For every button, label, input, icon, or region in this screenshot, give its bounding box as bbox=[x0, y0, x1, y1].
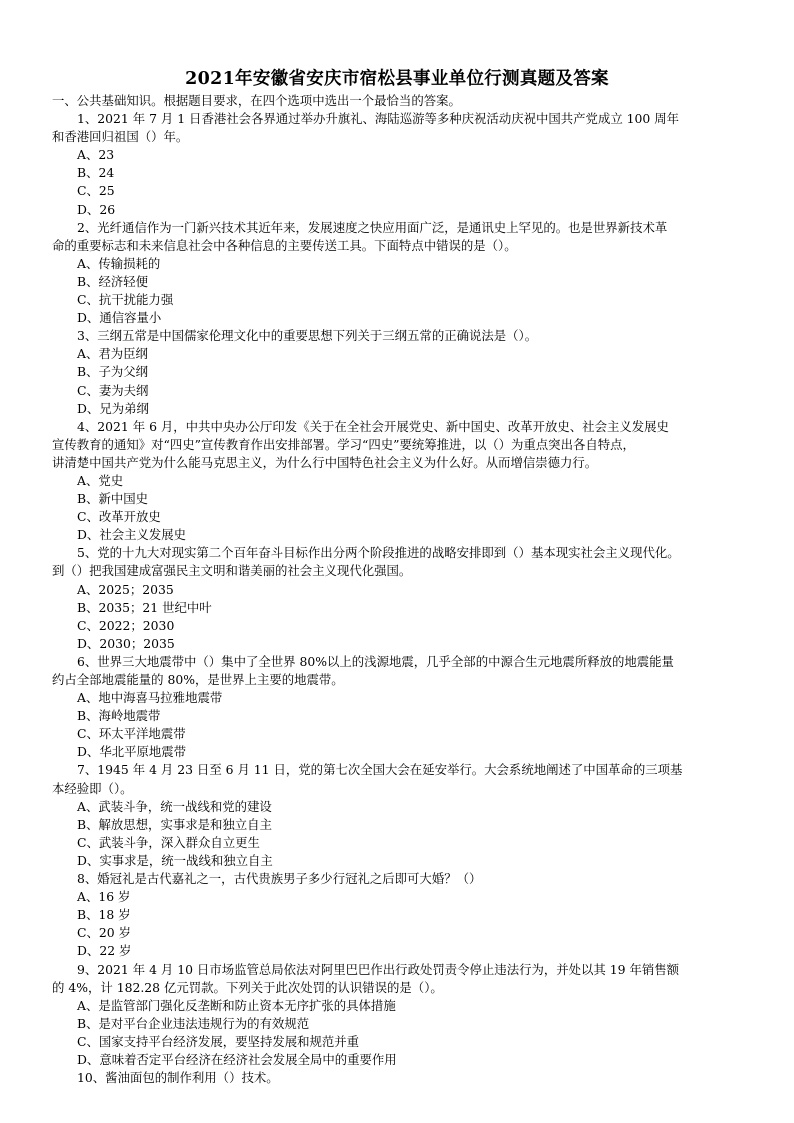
question-text: 8、婚冠礼是古代嘉礼之一，古代贵族男子多少行冠礼之后即可大婚？（） bbox=[77, 871, 482, 887]
answer-option: A、地中海喜马拉雅地震带 bbox=[77, 690, 223, 706]
question-text: 3、三纲五常是中国儒家伦理文化中的重要思想下列关于三纲五常的正确说法是（）。 bbox=[77, 328, 538, 344]
answer-option: A、武装斗争，统一战线和党的建设 bbox=[77, 798, 272, 814]
answer-option: A、君为臣纲 bbox=[77, 346, 148, 362]
answer-option: B、24 bbox=[77, 165, 115, 181]
answer-option: D、社会主义发展史 bbox=[77, 527, 187, 543]
question-text: 6、世界三大地震带中（）集中了全世界 80%以上的浅源地震，几乎全部的中源合生元地震所释放的地震能量 bbox=[77, 653, 674, 669]
answer-option: D、22 岁 bbox=[77, 943, 132, 959]
answer-option: D、通信容量小 bbox=[77, 310, 162, 326]
question-text-continued: 的 4%，计 182.28 亿元罚款。下列关于此次处罚的认识错误的是（）。 bbox=[52, 979, 443, 995]
answer-option: A、2025；2035 bbox=[77, 581, 174, 597]
answer-option: B、2035；21 世纪中叶 bbox=[77, 599, 212, 615]
question-text-continued: 约占全部地震能量的 80%，是世界上主要的地震带。 bbox=[52, 672, 344, 687]
answer-option: C、改革开放史 bbox=[77, 509, 161, 525]
question-text-continued: 到（）把我国建成富强民主文明和谐美丽的社会主义现代化强国。 bbox=[52, 563, 412, 579]
answer-option: C、抗干扰能力强 bbox=[77, 292, 174, 308]
answer-option: D、实事求是，统一战线和独立自主 bbox=[77, 852, 273, 868]
answer-option: B、解放思想，实事求是和独立自主 bbox=[77, 816, 272, 832]
answer-option: B、子为父纲 bbox=[77, 364, 149, 380]
question-text: 10、酱油面包的制作利用（）技术。 bbox=[77, 1070, 279, 1086]
question-text: 2、光纤通信作为一门新兴技术其近年来，发展速度之快应用面广泛，是通讯史上罕见的。也是世界新技术革 bbox=[77, 219, 668, 235]
answer-option: B、新中国史 bbox=[77, 491, 149, 507]
answer-option: D、26 bbox=[77, 201, 116, 217]
answer-option: C、武装斗争，深入群众自立更生 bbox=[77, 834, 260, 850]
question-text: 7、1945 年 4 月 23 日至 6 月 11 日，党的第七次全国大会在延安举行。大会系统地阐述了中国革命的三项基 bbox=[77, 762, 683, 778]
answer-option: A、传输损耗的 bbox=[77, 255, 161, 271]
document-title: 2021年安徽省安庆市宿松县事业单位行测真题及答案 bbox=[185, 69, 609, 89]
answer-option: A、党史 bbox=[77, 472, 124, 488]
question-text-continued: 和香港回归祖国（）年。 bbox=[52, 129, 189, 145]
answer-option: C、25 bbox=[77, 183, 115, 199]
question-text: 4、2021 年 6 月，中共中央办公厅印发《关于在全社会开展党史、新中国史、改革开放史、社会主义发展史 bbox=[77, 418, 669, 434]
question-text-continued: 命的重要标志和未来信息社会中各种信息的主要传送工具。下面特点中错误的是（）。 bbox=[52, 237, 517, 253]
answer-option: A、23 bbox=[77, 147, 115, 163]
answer-option: A、是监管部门强化反垄断和防止资本无序扩张的具体措施 bbox=[77, 997, 396, 1013]
answer-option: C、2022；2030 bbox=[77, 617, 175, 633]
answer-option: B、经济轻便 bbox=[77, 273, 149, 289]
answer-option: B、是对平台企业违法违规行为的有效规范 bbox=[77, 1015, 310, 1031]
answer-option: D、兄为弟纲 bbox=[77, 400, 149, 416]
question-text: 1、2021 年 7 月 1 日香港社会各界通过举办升旗礼、海陆巡游等多种庆祝活动庆祝中国共产党成立 100 周年 bbox=[77, 111, 680, 127]
answer-option: D、华北平原地震带 bbox=[77, 744, 187, 760]
answer-option: C、妻为夫纲 bbox=[77, 382, 149, 398]
answer-option: C、国家支持平台经济发展，要坚持发展和规范并重 bbox=[77, 1033, 360, 1049]
question-text-continued: 本经验即（）。 bbox=[52, 780, 133, 796]
answer-option: A、16 岁 bbox=[77, 889, 131, 905]
question-text: 9、2021 年 4 月 10 日市场监管总局依法对阿里巴巴作出行政处罚责令停止违法行为，并处以其 19 年销售额 bbox=[77, 961, 680, 977]
answer-option: C、20 岁 bbox=[77, 925, 131, 941]
document-body bbox=[52, 92, 758, 1087]
answer-option: D、2030；2035 bbox=[77, 635, 175, 651]
question-text: 5、党的十九大对现实第二个百年奋斗目标作出分两个阶段推进的战略安排即到（）基本现实社会主义现代化。 bbox=[77, 545, 680, 561]
section-heading: 一、公共基础知识。根据题目要求，在四个选项中选出一个最恰当的答案。 bbox=[52, 93, 461, 108]
question-text-continued: 宣传教育的通知》对“四史”宣传教育作出安排部署。学习“四史”要统筹推进，以（）为重点突出各自特点， bbox=[52, 436, 635, 452]
answer-option: D、意味着否定平台经济在经济社会发展全局中的重要作用 bbox=[77, 1051, 397, 1067]
answer-option: B、18 岁 bbox=[77, 907, 131, 923]
question-text-continued: 讲清楚中国共产党为什么能马克思主义，为什么行中国特色社会主义为什么好。从而增信崇德力行。 bbox=[52, 454, 598, 470]
answer-option: C、环太平洋地震带 bbox=[77, 726, 186, 742]
answer-option: B、海岭地震带 bbox=[77, 708, 161, 724]
